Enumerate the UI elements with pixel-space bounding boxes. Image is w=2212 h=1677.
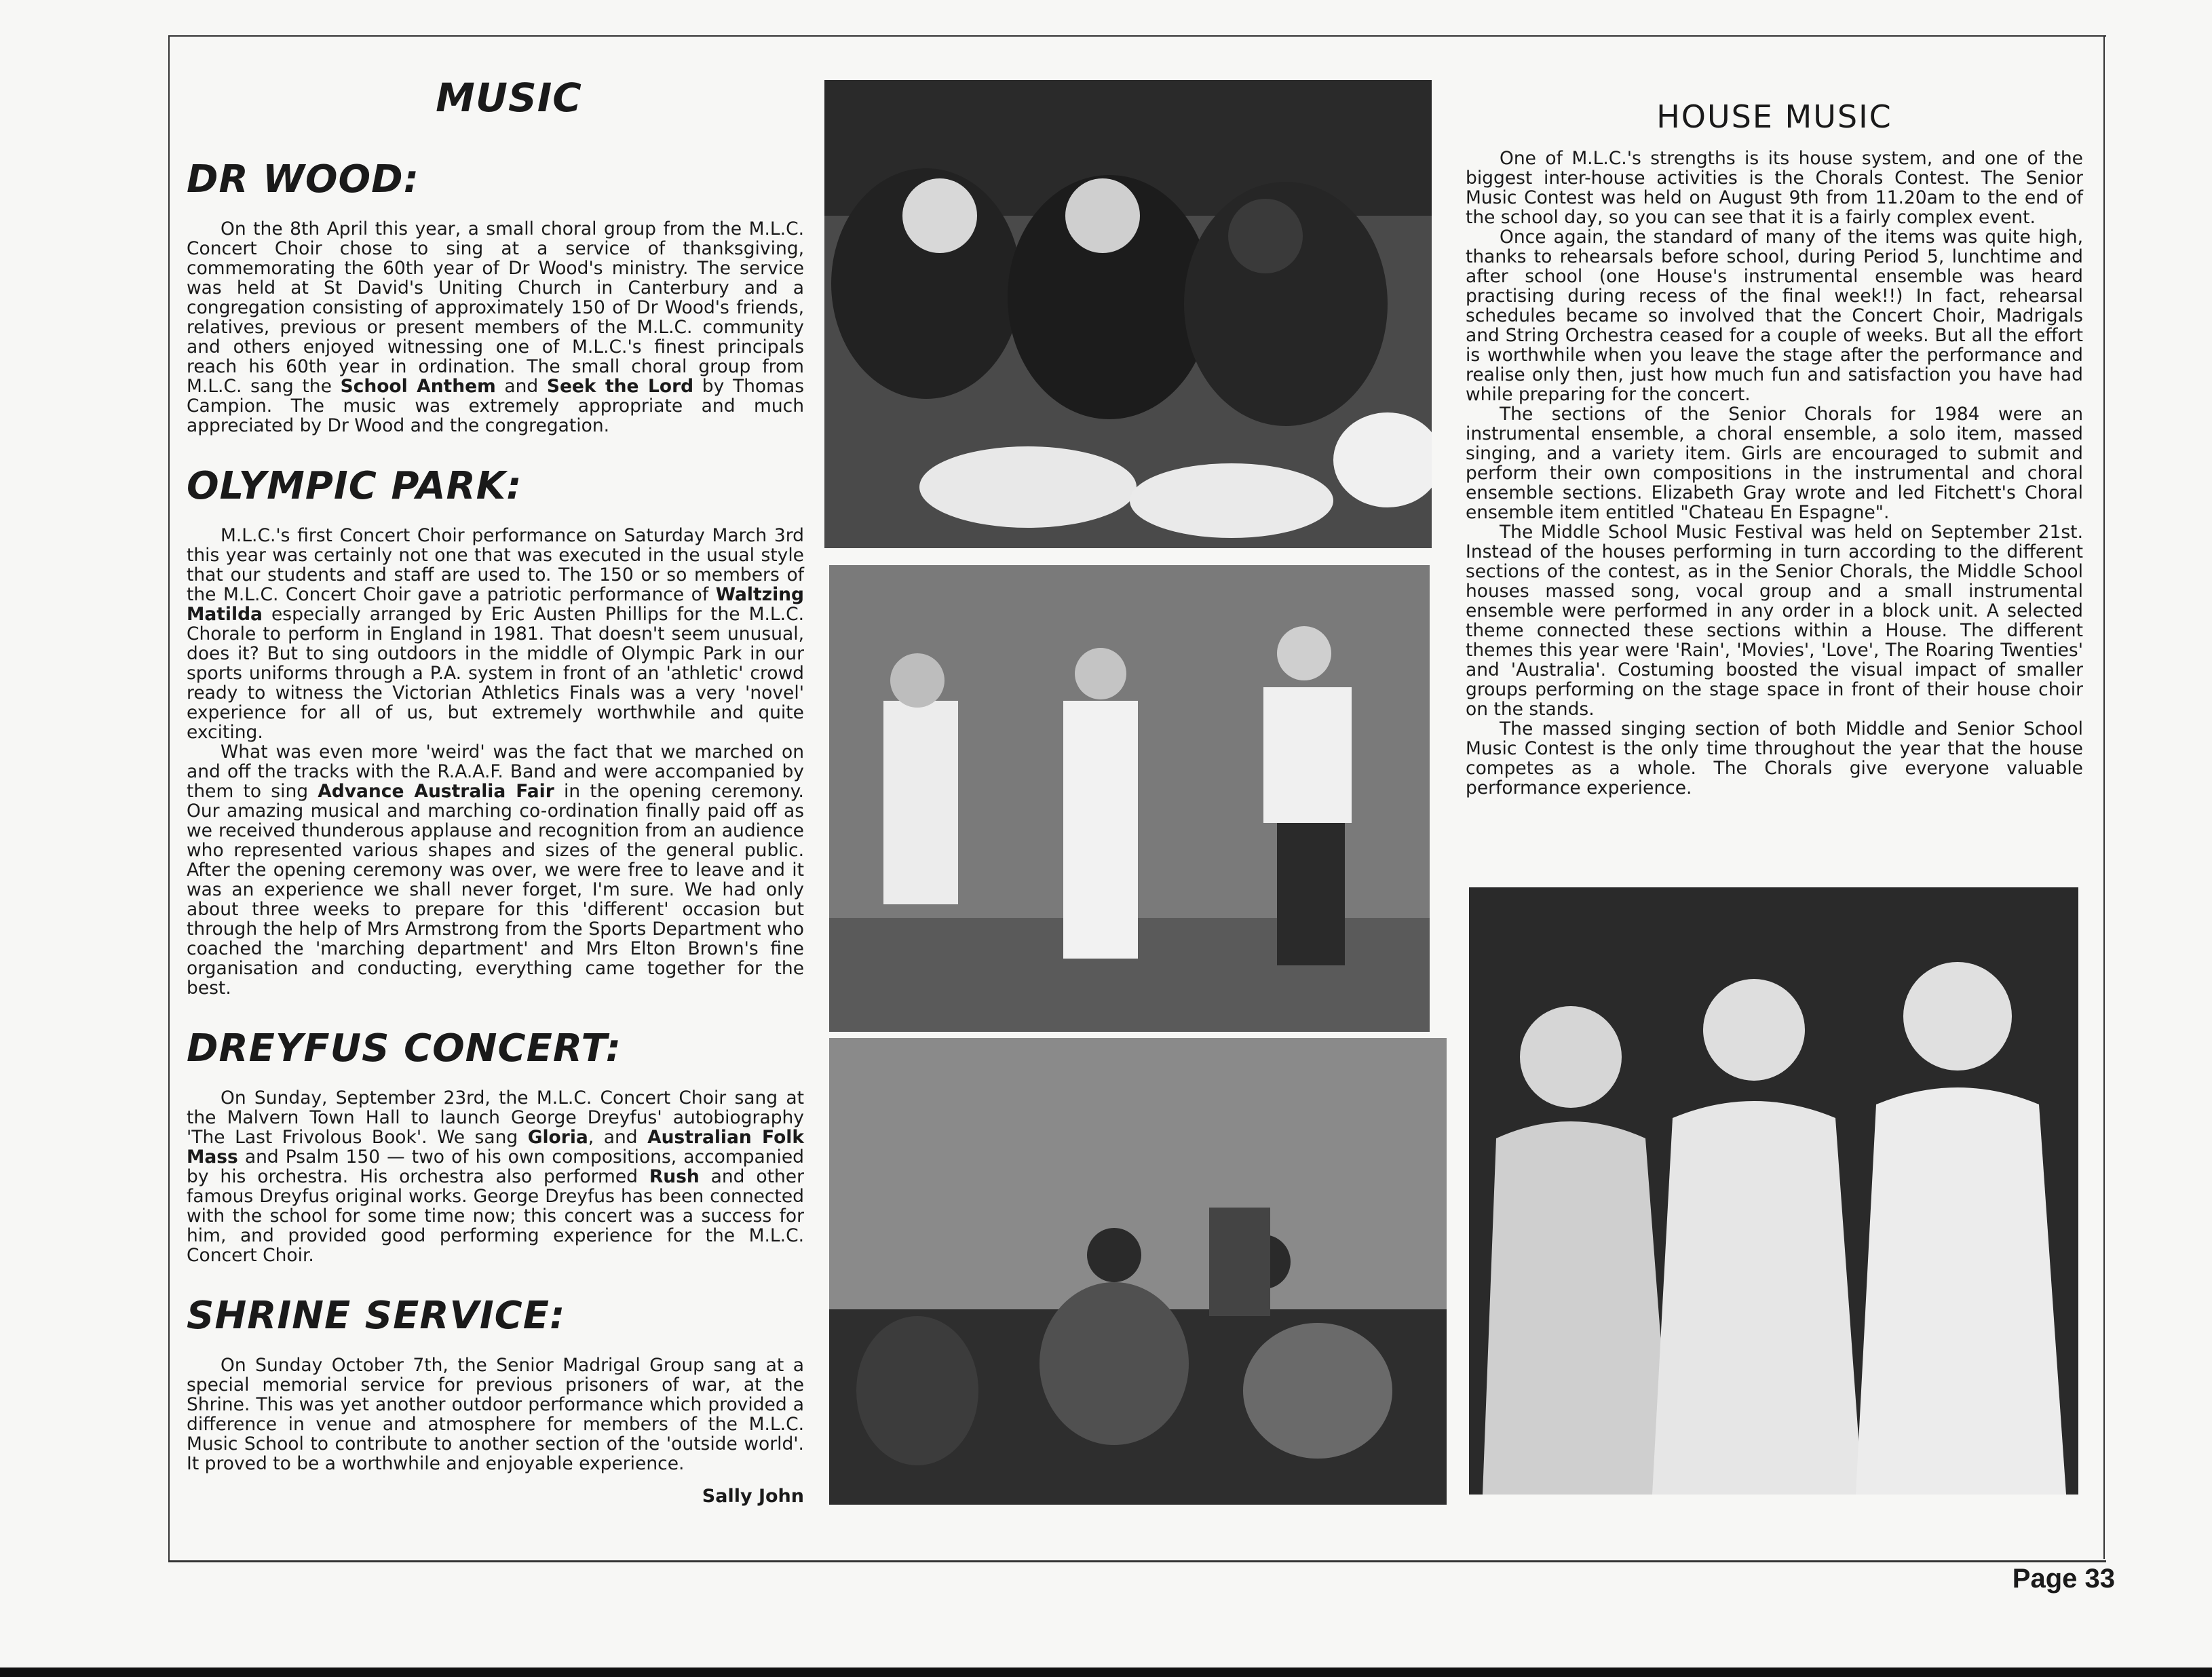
- left-column: [187, 75, 804, 1535]
- paragraph: The massed singing section of both Middle and Senior School Music Contest is the only time throughout the year that the house competes as a whole. The Chorals give everyone valuable performance experience.: [1466, 718, 2083, 798]
- paragraph: On the 8th April this year, a small choral group from the M.L.C. Concert Choir chose to sing at a service of thanksgiving, commemorating the 60th year of Dr Wood's ministry. The service was held at St David's Uniting Church in Canterbury and a congregation consisting of approximately 150 of Dr Wood's friends, relatives, previous or present members of the M.L.C. community and others enjoyed witnessing one of M.L.C.'s finest principals reach his 60th year in ordination. The small choral group from M.L.C. sang the School Anthem and Seek the Lord by Thomas Campion. The music was extremely appropriate and much appreciated by Dr Wood and the congregation.: [187, 218, 805, 436]
- section-shrine-service: [187, 1294, 804, 1507]
- paragraph: On Sunday October 7th, the Senior Madrigal Group sang at a special memorial service for previous prisoners of war, at the Shrine. This was yet another outdoor performance which provided a difference in venue and atmosphere for members of the M.L.C. Music School to contribute to another section of the 'outside world'. It proved to be a worthwhile and enjoyable experience.: [187, 1355, 804, 1474]
- photo-choir-with-hats: [824, 80, 1432, 548]
- section-body-dreyfus-concert: [187, 1088, 804, 1265]
- author-signature: Sally John: [702, 1486, 804, 1507]
- section-heading-dreyfus-concert: DREYFUS CONCERT:: [187, 1026, 622, 1071]
- paragraph: On Sunday, September 23rd, the M.L.C. Concert Choir sang at the Malvern Town Hall to launch George Dreyfus' autobiography 'The Last Frivolous Book'. We sang Gloria, and Australian Folk Mass and Psalm 150 — two of his own compositions, accompanied by his orchestra. His orchestra also performed Rush and other famous Dreyfus original works. George Dreyfus has been connected with the school for some time now; this concert was a success for him, and provided good performing experience for the M.L.C. Concert Choir.: [187, 1087, 804, 1266]
- section-body-house-music: [1466, 149, 2083, 798]
- page-number: Page 33: [2012, 1564, 2115, 1594]
- section-olympic-park: [187, 464, 804, 998]
- section-heading-olympic-park: OLYMPIC PARK:: [187, 464, 522, 508]
- bottom-edge-bar: [0, 1668, 2212, 1677]
- section-heading-dr-wood: DR WOOD:: [187, 157, 419, 201]
- section-body-dr-wood: [187, 219, 804, 436]
- section-body-shrine-service: [187, 1355, 804, 1473]
- page-frame-right: [2103, 35, 2105, 1559]
- page-title: MUSIC: [436, 75, 582, 121]
- paragraph: Once again, the standard of many of the items was quite high, thanks to rehearsals before school, during Period 5, lunchtime and after school (one House's instrumental ensemble was heard practising during recess of the final week!!) In fact, rehearsal schedules became so involved that the Concert Choir, Madrigals and String Orchestra ceased for a couple of weeks. But all the effort is worthwhile when you leave the stage after the performance and realise only then, just how much fun and satisfaction you have had while preparing for the concert.: [1466, 227, 2083, 405]
- paragraph: M.L.C.'s first Concert Choir performance on Saturday March 3rd this year was certainly not one that was executed in the usual style that our students and staff are used to. The 150 or so members of the M.L.C. Concert Choir gave a patriotic performance of Waltzing Matilda especially arranged by Eric Austen Phillips for the M.L.C. Chorale to perform in England in 1981. That doesn't seem unusual, does it? But to sing outdoors in the middle of Olympic Park in our sports uniforms through a P.A. system in front of an 'athletic' crowd ready to witness the Victorian Athletics Finals was a very 'novel' experience for all of us, but extremely worthwhile and quite exciting.: [187, 525, 804, 743]
- paragraph: What was even more 'weird' was the fact that we marched on and off the tracks with the R.A.A.F. Band and were accompanied by them to sing Advance Australia Fair in the opening ceremony. Our amazing musical and marching co-ordination finally paid off as we received thunderous applause and recognition from an audience who represented various shapes and sizes of the general public. After the opening ceremony was over, we were free to leave and it was an experience we shall never forget, I'm sure. We had only about three weeks to prepare for this 'different' occasion but through the help of Mrs Armstrong from the Sports Department who coached the 'marching department' and Mrs Elton Brown's fine organisation and conducting, everything came together for the best.: [187, 741, 804, 999]
- section-heading-house-music: HOUSE MUSIC: [1656, 98, 1892, 135]
- paragraph: One of M.L.C.'s strengths is its house system, and one of the biggest inter-house activities is the Chorals Contest. The Senior Music Contest was held on August 9th from 11.20am to the end of the school day, so you can see that it is a fairly complex event.: [1466, 148, 2083, 228]
- paragraph: The Middle School Music Festival was held on September 21st. Instead of the houses performing in turn according to the different sections of the contest, as in the Senior Chorals, the Middle School houses massed song, vocal group and a small instrumental ensemble were performed in any order in a block unit. A selected theme connected these sections within a House. The different themes this year were 'Rain', 'Movies', 'Love', The Roaring Twenties' and 'Australia'. Costuming boosted the visual impact of smaller groups performing on the stage space in front of their house choir on the stands.: [1466, 522, 2083, 720]
- section-body-olympic-park: [187, 526, 804, 998]
- photo-dancers-kneeling: [829, 1038, 1447, 1505]
- paragraph: The sections of the Senior Chorals for 1984 were an instrumental ensemble, a choral ensemble, a solo item, massed singing, and a variety item. Girls are encouraged to submit and perform their own compositions in the instrumental and choral ensemble sections. Elizabeth Gray wrote and led Fitchett's Choral ensemble item entitled "Chateau En Espagne".: [1466, 404, 2083, 523]
- photo-stage-costumes: [829, 565, 1430, 1032]
- right-column: [1466, 98, 2083, 798]
- section-heading-shrine-service: SHRINE SERVICE:: [187, 1294, 566, 1338]
- section-dreyfus-concert: [187, 1026, 804, 1265]
- section-dr-wood: [187, 157, 804, 436]
- photo-senior-singers: [1469, 887, 2078, 1495]
